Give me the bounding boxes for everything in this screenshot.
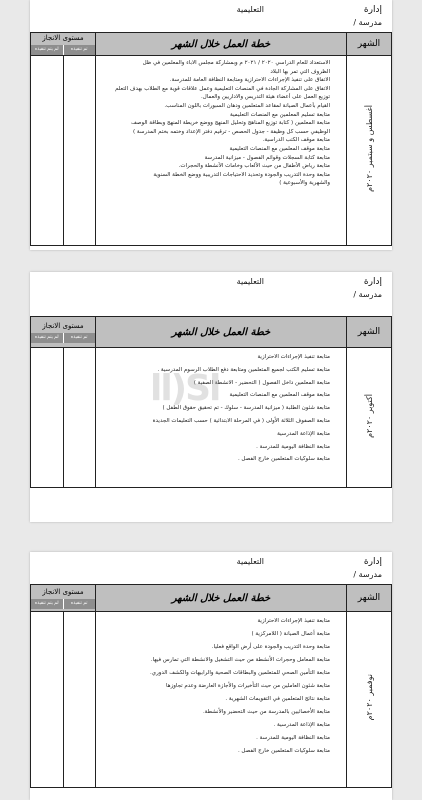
task-item: • متابعة تنفيذ الإجراءات الاحترازية xyxy=(100,615,330,628)
task-item: • متابعة موقف المعلمين مع المنصات التعليمية xyxy=(100,389,330,402)
task-item: • متابعة المعلمين داخل الفصول ( التحضير - الانشطة الصفية ) xyxy=(100,377,330,390)
level-header xyxy=(31,585,96,612)
level-label: مستوى الانجاز xyxy=(42,33,84,42)
task-item: • متابعة المعلمين ( كتابة توزيع المناهج وتحليل المنهج ووضع خريطة المنهج وبطاقة الوصف xyxy=(100,119,330,128)
task-item: • توزيع العمل على أعضاء هيئة التدريس والاداريين والعمال. xyxy=(100,93,330,102)
level-cell xyxy=(31,56,96,246)
task-item: • متابعة النظافة اليومية للمدرسة . xyxy=(100,441,330,454)
task-item: • متابعة التأمين الصحي للمتعلمين والبطاقات الصحية والرابيهات والكشف الدوري. xyxy=(100,667,330,680)
task-item: • متابعة وحدة التدريب والجودة وتحديد الاحتياجات التدريبية ووضع الخطة السنوية xyxy=(100,171,330,180)
task-item: • الظروف التي تمر بها البلاد xyxy=(100,68,330,77)
task-item: • متابعة موقف الكتب الدراسية. xyxy=(100,136,330,145)
task-item: • متابعة سلوكيات المتعلمين خارج الفصل . xyxy=(100,745,330,758)
month-label: أكتوبر ٢٠٢٠م xyxy=(364,393,374,438)
month-header: الشهر xyxy=(347,33,392,56)
plan-page-1 xyxy=(30,0,392,250)
month-label: أغسطس و سبتمبر ٢٠٢٠م xyxy=(364,105,374,192)
task-list-cell xyxy=(96,612,347,788)
page-header xyxy=(30,552,392,584)
task-item: • متابعة تسليم المعلمين مع المنصات التعليمية xyxy=(100,111,330,120)
task-item: • متابعة رياض الأطفال من حيث الألعاب وخامات الأنشطة والحجرات. xyxy=(100,162,330,171)
notdone-label: لم يتم تنفيذه xyxy=(31,45,63,55)
taalim-label: التعليمية xyxy=(236,5,264,14)
task-item: • متابعة شئون العاملين من حيث التأخيرات والأجازة العارضة وعدم تجاوزها xyxy=(100,680,330,693)
task-item: • متابعة شئون الطلبة ( ميزانية المدرسة - سلوك - تم تحقيق حقوق الطفل ) xyxy=(100,402,330,415)
plan-table xyxy=(30,584,392,788)
notdone-label: لم يتم تنفيذه xyxy=(31,333,63,343)
task-item: • متابعة الصفوف الثلاثة الأولى ( في المرحلة الابتدائية ) حسب التعليمات الجديدة xyxy=(100,415,330,428)
task-item: • متابعة أعمال الصيانة ( اللامركزية ) xyxy=(100,628,330,641)
task-item: • الاستعداد للعام الدراسي ٢٠٢٠ / ٢٠٢١ م وبمشاركة مجلس الاباء والمعلمين في ظل xyxy=(100,59,330,68)
notdone-label: لم يتم تنفيذه xyxy=(31,599,63,609)
plan-title: خطة العمل خلال الشهر xyxy=(96,33,347,56)
page-header xyxy=(30,272,392,304)
level-header xyxy=(31,317,96,348)
watermark: ll)Sl xyxy=(150,368,220,409)
level-cell xyxy=(31,612,96,788)
done-label: تم تنفيذه xyxy=(63,333,96,343)
task-item: • متابعة نتائج المتعلمين في التقويمات الشهرية . xyxy=(100,693,330,706)
done-label: تم تنفيذه xyxy=(63,599,96,609)
month-header: الشهر xyxy=(347,317,392,348)
madrasa-label: مدرسة / xyxy=(353,570,382,579)
month-cell xyxy=(347,612,392,788)
plan-title: خطة العمل خلال الشهر xyxy=(96,317,347,348)
task-item: • متابعة الإذاعة المدرسية xyxy=(100,428,330,441)
taalim-label: التعليمية xyxy=(236,557,264,566)
task-item: • متابعة سلوكيات المتعلمين خارج الفصل . xyxy=(100,453,330,466)
task-item: • متابعة الإذاعة المدرسية . xyxy=(100,719,330,732)
idara-label: إدارة xyxy=(363,557,382,567)
task-item: • متابعة المعامل وحجرات الأنشطة من حيث التشغيل والانشطة التي تمارس فيها. xyxy=(100,654,330,667)
task-item: • متابعة موقف المعلمين مع المنصات التعليمية xyxy=(100,145,330,154)
plan-title: خطة العمل خلال الشهر xyxy=(96,585,347,612)
month-cell xyxy=(347,56,392,246)
task-item: • الوظيفي حسب كل وظيفة - جدول الحصص - ترقيم دفتر الإعداد وختمه بختم المدرسة ) xyxy=(100,128,330,137)
task-item: • الاتفاق على المشاركة الجادة في المنصات التعليمية وعمل علاقات قوية مع الطلاب بهدف التعلم xyxy=(100,85,330,94)
task-list xyxy=(100,59,340,188)
task-item: • متابعة النظافة اليومية للمدرسة . xyxy=(100,732,330,745)
task-item: • متابعة الأخصائيين بالمدرسة من حيث التحضير والأنشطة. xyxy=(100,706,330,719)
taalim-label: التعليمية xyxy=(236,277,264,286)
plan-table xyxy=(30,32,392,246)
task-item: • متابعة تنفيذ الإجراءات الاحترازية xyxy=(100,351,330,364)
level-cell xyxy=(31,348,96,488)
task-list-cell xyxy=(96,56,347,246)
level-label: مستوى الانجاز xyxy=(42,587,84,596)
month-label: نوفمبر ٢٠٢٠م xyxy=(364,674,374,721)
task-item: • متابعة تسليم الكتب لجميع المتعلمين ومتابعة دفع الطلاب الرسوم المدرسية . xyxy=(100,364,330,377)
idara-label: إدارة xyxy=(363,5,382,15)
month-header: الشهر xyxy=(347,585,392,612)
madrasa-label: مدرسة / xyxy=(353,18,382,27)
task-list xyxy=(100,615,340,758)
month-cell xyxy=(347,348,392,488)
task-item: • متابعة كتابة السجلات وقوائم الفصول - ميزانية المدرسة xyxy=(100,154,330,163)
done-label: تم تنفيذه xyxy=(63,45,96,55)
task-item: • متابعة وحدة التدريب والجودة على أرض الواقع فعليا. xyxy=(100,641,330,654)
level-label: مستوى الانجاز xyxy=(42,321,84,330)
madrasa-label: مدرسة / xyxy=(353,290,382,299)
plan-page-3 xyxy=(30,552,392,800)
task-list xyxy=(100,351,340,466)
task-item: • والشهرية والأسبوعية ) xyxy=(100,179,330,188)
page-header xyxy=(30,0,392,32)
level-header xyxy=(31,33,96,56)
task-item: • القيام بأعمال الصيانة لمقاعد المتعلمين ودهان السبورات باللون المناسب. xyxy=(100,102,330,111)
task-list-cell xyxy=(96,348,347,488)
task-item: • الاتفاق على تنفيذ الإجراءات الاحترازية ومتابعة النظافة العامة للمدرسة. xyxy=(100,76,330,85)
idara-label: إدارة xyxy=(363,277,382,287)
